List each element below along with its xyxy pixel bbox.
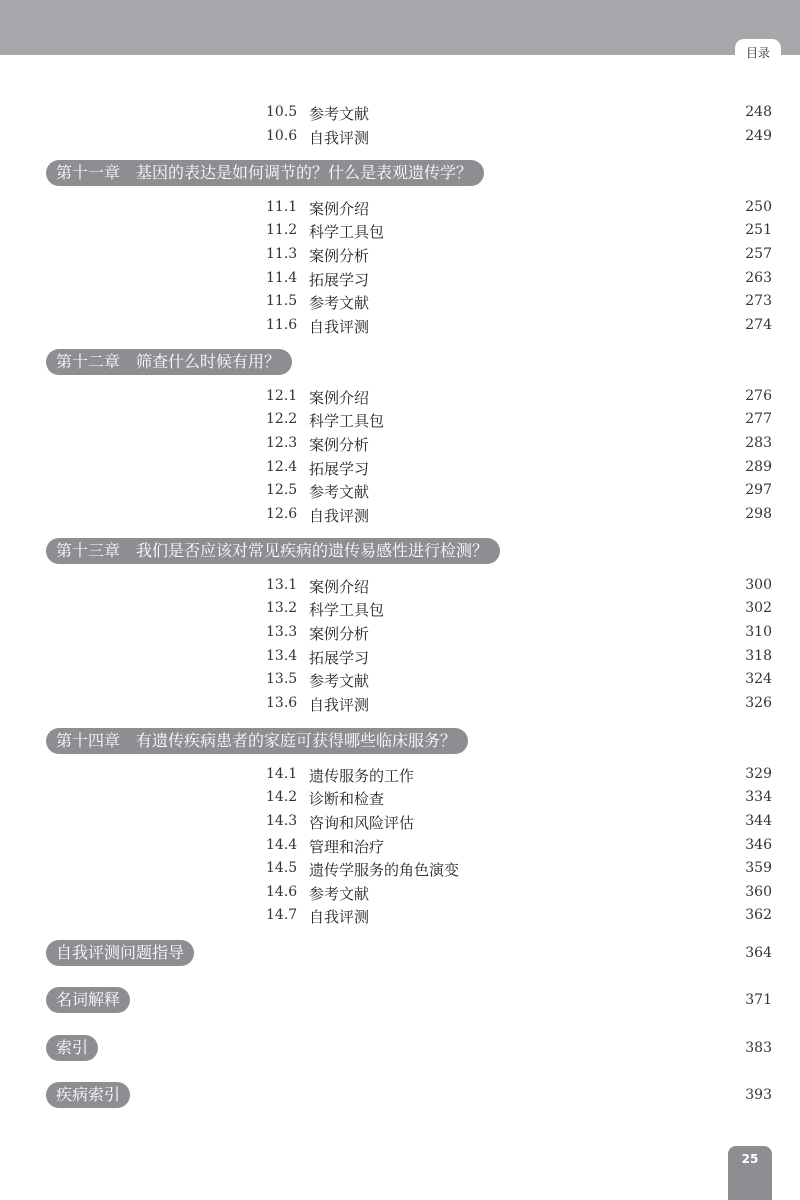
toc-entry-number: 10.6 bbox=[266, 128, 298, 144]
toc-entry-label: 自我评测 bbox=[309, 908, 370, 926]
appendix-pill: 名词解释 bbox=[46, 987, 130, 1013]
appendix-glossary[interactable] bbox=[46, 987, 772, 1013]
toc-entry[interactable] bbox=[0, 811, 800, 833]
toc-entry-number: 12.3 bbox=[266, 435, 298, 451]
toc-entry-page: 300 bbox=[745, 577, 772, 593]
toc-entry-label: 参考文献 bbox=[309, 294, 370, 312]
toc-entry-page: 289 bbox=[745, 459, 772, 475]
page-number-tab bbox=[728, 1146, 772, 1200]
toc-entry-page: 297 bbox=[745, 482, 772, 498]
toc-entry-number: 14.3 bbox=[266, 813, 298, 829]
appendix-index[interactable] bbox=[46, 1035, 772, 1061]
chapter-heading-12[interactable] bbox=[46, 349, 292, 375]
toc-entry[interactable] bbox=[0, 575, 800, 597]
chapter-title: 我们是否应该对常见疾病的遗传易感性进行检测？ bbox=[136, 541, 489, 560]
toc-entry-page: 346 bbox=[745, 837, 772, 853]
toc-entry-label: 案例介绍 bbox=[309, 578, 370, 596]
page-number: 25 bbox=[741, 1152, 759, 1166]
chapter-number: 第十二章 bbox=[56, 352, 121, 371]
header-bar bbox=[0, 0, 800, 55]
toc-entry-label: 科学工具包 bbox=[309, 223, 385, 241]
toc-entry-number: 12.6 bbox=[266, 506, 298, 522]
toc-entry[interactable] bbox=[0, 197, 800, 219]
toc-entry-number: 13.5 bbox=[266, 671, 298, 687]
toc-entry[interactable] bbox=[0, 291, 800, 313]
toc-entry[interactable] bbox=[0, 409, 800, 431]
toc-entry-page: 263 bbox=[745, 270, 772, 286]
toc-entry-number: 14.1 bbox=[266, 766, 298, 782]
toc-entry-number: 13.4 bbox=[266, 648, 298, 664]
appendix-self-assessment-guide[interactable] bbox=[46, 940, 772, 966]
toc-entry-page: 324 bbox=[745, 671, 772, 687]
toc-entry-page: 298 bbox=[745, 506, 772, 522]
toc-entry-page: 360 bbox=[745, 884, 772, 900]
toc-entry-page: 362 bbox=[745, 907, 772, 923]
toc-entry-number: 11.2 bbox=[266, 222, 298, 238]
toc-entry-label: 案例介绍 bbox=[309, 200, 370, 218]
toc-entry-number: 11.3 bbox=[266, 246, 298, 262]
toc-entry-label: 自我评测 bbox=[309, 318, 370, 336]
toc-entry[interactable] bbox=[0, 457, 800, 479]
toc-entry[interactable] bbox=[0, 858, 800, 880]
toc-entry-label: 科学工具包 bbox=[309, 412, 385, 430]
toc-entry[interactable] bbox=[0, 622, 800, 644]
toc-entry[interactable] bbox=[0, 220, 800, 242]
toc-entry-number: 14.4 bbox=[266, 837, 298, 853]
toc-entry-page: 344 bbox=[745, 813, 772, 829]
toc-entry-number: 13.1 bbox=[266, 577, 298, 593]
appendix-pill: 自我评测问题指导 bbox=[46, 940, 194, 966]
toc-entry-page: 274 bbox=[745, 317, 772, 333]
appendix-page: 364 bbox=[745, 945, 772, 961]
toc-entry-label: 拓展学习 bbox=[309, 271, 370, 289]
toc-entry-number: 12.4 bbox=[266, 459, 298, 475]
toc-entry-label: 参考文献 bbox=[309, 105, 370, 123]
chapter-pill bbox=[46, 349, 292, 375]
toc-entry-number: 11.6 bbox=[266, 317, 298, 333]
appendix-page: 393 bbox=[745, 1087, 772, 1103]
toc-entry[interactable] bbox=[0, 244, 800, 266]
toc-entry-label: 科学工具包 bbox=[309, 601, 385, 619]
toc-entry-label: 拓展学习 bbox=[309, 649, 370, 667]
toc-entry[interactable] bbox=[0, 905, 800, 927]
toc-entry-label: 案例分析 bbox=[309, 436, 370, 454]
toc-entry-number: 12.2 bbox=[266, 411, 298, 427]
chapter-title: 筛查什么时候有用？ bbox=[136, 352, 281, 371]
toc-entry-number: 13.6 bbox=[266, 695, 298, 711]
toc-entry[interactable] bbox=[0, 669, 800, 691]
toc-entry[interactable] bbox=[0, 268, 800, 290]
toc-entry-number: 11.5 bbox=[266, 293, 298, 309]
toc-entry-label: 自我评测 bbox=[309, 696, 370, 714]
toc-entry-page: 251 bbox=[745, 222, 772, 238]
toc-entry-label: 管理和治疗 bbox=[309, 838, 385, 856]
chapter-heading-14[interactable] bbox=[46, 728, 468, 754]
toc-entry[interactable] bbox=[0, 102, 800, 124]
appendix-pill: 疾病索引 bbox=[46, 1082, 130, 1108]
toc-entry-label: 咨询和风险评估 bbox=[309, 814, 415, 832]
toc-entry-label: 参考文献 bbox=[309, 885, 370, 903]
chapter-pill bbox=[46, 160, 484, 186]
toc-entry-page: 302 bbox=[745, 600, 772, 616]
toc-entry[interactable] bbox=[0, 598, 800, 620]
toc-entry-page: 249 bbox=[745, 128, 772, 144]
toc-entry-page: 276 bbox=[745, 388, 772, 404]
toc-entry-label: 遗传服务的工作 bbox=[309, 767, 415, 785]
chapter-pill bbox=[46, 728, 468, 754]
toc-entry-number: 14.7 bbox=[266, 907, 298, 923]
toc-entry[interactable] bbox=[0, 787, 800, 809]
toc-entry[interactable] bbox=[0, 504, 800, 526]
toc-entry-label: 案例分析 bbox=[309, 625, 370, 643]
toc-entry[interactable] bbox=[0, 882, 800, 904]
toc-entry-number: 14.5 bbox=[266, 860, 298, 876]
appendix-page: 371 bbox=[745, 992, 772, 1008]
toc-entry-label: 遗传学服务的角色演变 bbox=[309, 861, 460, 879]
chapter-heading-11[interactable] bbox=[46, 160, 484, 186]
toc-entry-label: 案例介绍 bbox=[309, 389, 370, 407]
toc-entry[interactable] bbox=[0, 764, 800, 786]
toc-entry-label: 案例分析 bbox=[309, 247, 370, 265]
toc-entry-number: 11.1 bbox=[266, 199, 298, 215]
toc-entry-page: 248 bbox=[745, 104, 772, 120]
chapter-number: 第十四章 bbox=[56, 731, 121, 750]
section-tab-label: 目录 bbox=[736, 40, 780, 66]
chapter-title: 基因的表达是如何调节的？什么是表观遗传学？ bbox=[136, 163, 473, 182]
toc-entry-number: 13.2 bbox=[266, 600, 298, 616]
toc-entry-number: 12.1 bbox=[266, 388, 298, 404]
toc-entry-label: 拓展学习 bbox=[309, 460, 370, 478]
toc-entry-number: 12.5 bbox=[266, 482, 298, 498]
toc-entry-page: 329 bbox=[745, 766, 772, 782]
toc-entry-label: 自我评测 bbox=[309, 507, 370, 525]
chapter-title: 有遗传疾病患者的家庭可获得哪些临床服务？ bbox=[136, 731, 457, 750]
toc-entry[interactable] bbox=[0, 386, 800, 408]
toc-entry-page: 273 bbox=[745, 293, 772, 309]
toc-entry-label: 参考文献 bbox=[309, 672, 370, 690]
appendix-disease-index[interactable] bbox=[46, 1082, 772, 1108]
toc-entry-page: 277 bbox=[745, 411, 772, 427]
toc-entry-label: 参考文献 bbox=[309, 483, 370, 501]
toc-entry-number: 11.4 bbox=[266, 270, 298, 286]
toc-entry[interactable] bbox=[0, 126, 800, 148]
toc-entry-page: 310 bbox=[745, 624, 772, 640]
toc-entry-label: 自我评测 bbox=[309, 129, 370, 147]
toc-entry-label: 诊断和检查 bbox=[309, 790, 385, 808]
toc-entry-number: 14.2 bbox=[266, 789, 298, 805]
toc-entry[interactable] bbox=[0, 315, 800, 337]
toc-entry[interactable] bbox=[0, 835, 800, 857]
toc-entry-page: 283 bbox=[745, 435, 772, 451]
toc-entry-page: 334 bbox=[745, 789, 772, 805]
toc-entry[interactable] bbox=[0, 646, 800, 668]
toc-entry-number: 10.5 bbox=[266, 104, 298, 120]
toc-entry[interactable] bbox=[0, 480, 800, 502]
chapter-heading-13[interactable] bbox=[46, 538, 500, 564]
toc-entry-number: 14.6 bbox=[266, 884, 298, 900]
toc-entry[interactable] bbox=[0, 693, 800, 715]
toc-entry-page: 326 bbox=[745, 695, 772, 711]
toc-entry-number: 13.3 bbox=[266, 624, 298, 640]
toc-entry-page: 250 bbox=[745, 199, 772, 215]
toc-entry-page: 318 bbox=[745, 648, 772, 664]
appendix-page: 383 bbox=[745, 1040, 772, 1056]
toc-entry[interactable] bbox=[0, 433, 800, 455]
appendix-pill: 索引 bbox=[46, 1035, 98, 1061]
chapter-number: 第十三章 bbox=[56, 541, 121, 560]
chapter-number: 第十一章 bbox=[56, 163, 121, 182]
chapter-pill bbox=[46, 538, 500, 564]
toc-entry-page: 359 bbox=[745, 860, 772, 876]
toc-entry-page: 257 bbox=[745, 246, 772, 262]
